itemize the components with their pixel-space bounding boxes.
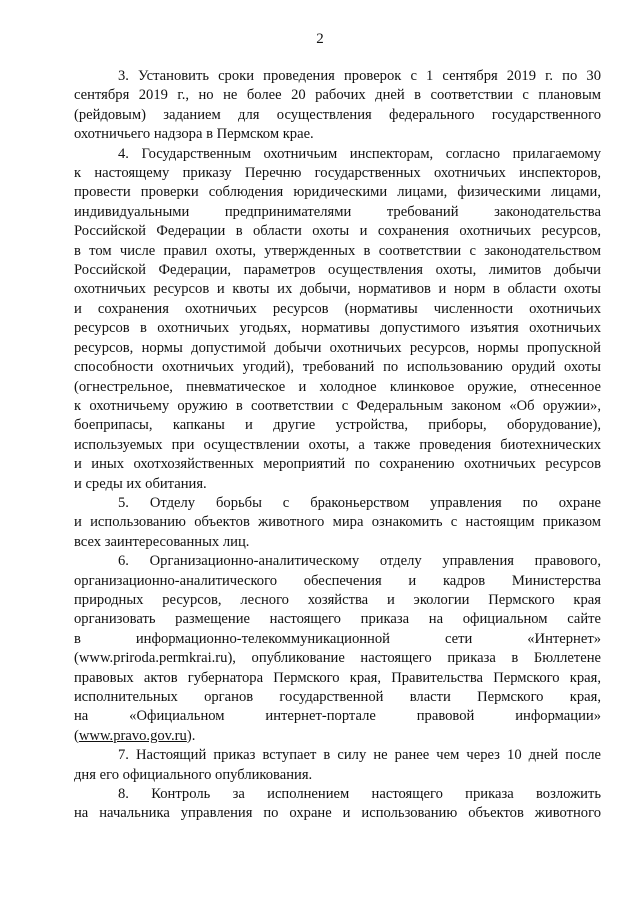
text-line: природных ресурсов, лесного хозяйства и экологии Пермского края xyxy=(74,591,601,608)
text-line: и использованию объектов животного мира ознакомить с настоящим приказом xyxy=(74,514,601,531)
link-prefix: ( xyxy=(74,727,79,744)
text-line: 3. Установить сроки проведения проверок с 1 сентября 2019 г. по 30 xyxy=(118,68,601,84)
text-line: на «Официальном интернет-портале правовой информации» xyxy=(74,708,601,725)
text-line: всех заинтересованных лиц. xyxy=(74,533,250,550)
paragraph-8 xyxy=(74,785,601,824)
text-line: к охотничьему оружию в соответствии с Федеральным законом «Об оружии», xyxy=(74,397,601,414)
text-line: правовых актов губернатора Пермского края, Правительства Пермского края, xyxy=(74,669,601,686)
text-line: к настоящему приказу Перечню государственных охотничьих инспекторов, xyxy=(74,165,601,182)
text-line: 5. Отделу борьбы с браконьерством управления по охране xyxy=(118,494,601,511)
text-line: (огнестрельное, пневматическое и холодное клинковое оружие, отнесенное xyxy=(74,378,601,395)
text-line: организационно-аналитического обеспечения и кадров Министерства xyxy=(74,572,601,589)
text-line: в том числе правил охоты, утвержденных в соответствии с законодательством xyxy=(74,242,601,259)
text-line: ресурсов, нормы допустимой добычи охотничьих ресурсов, нормы пропускной xyxy=(74,339,601,356)
text-line: и среды их обитания. xyxy=(74,475,207,492)
text-line: Российской Федерации в области охоты и сохранения охотничьих ресурсов, xyxy=(74,223,601,240)
text-line: 7. Настоящий приказ вступает в силу не ранее чем через 10 дней после xyxy=(118,747,601,764)
link-suffix: ). xyxy=(186,727,196,744)
text-line: на начальника управления по охране и использованию объектов животного xyxy=(74,805,601,822)
text-line: организовать размещение настоящего приказа на официальном сайте xyxy=(74,611,601,628)
text-line: индивидуальными предпринимателями требований законодательства xyxy=(74,203,601,220)
paragraph-7 xyxy=(74,746,601,785)
text-line: Российской Федерации, параметров осуществления охоты, лимитов добычи xyxy=(74,262,601,279)
text-line: исполнительных органов государственной власти Пермского края, xyxy=(74,689,601,705)
text-line: 8. Контроль за исполнением настоящего приказа возложить xyxy=(118,786,601,803)
text-line: 6. Организационно-аналитическому отделу управления правового, xyxy=(118,553,601,570)
text-line: в информационно-телекоммуникационной сети «Интернет» xyxy=(74,630,601,647)
text-line: сентября 2019 г., но не более 20 рабочих дней в соответствии с плановым xyxy=(74,87,601,104)
text-line: охотничьих ресурсов и квоты их добычи, нормативов и норм в области охоты xyxy=(74,281,601,298)
text-line: провести проверки соблюдения юридическими лицами, физическими лицами, xyxy=(74,184,601,201)
pravo-link[interactable]: www.pravo.gov.ru xyxy=(78,727,187,744)
text-line: и сохранения охотничьих ресурсов (нормативы численности охотничьих xyxy=(74,300,601,317)
paragraph-5 xyxy=(74,494,601,552)
paragraph-3 xyxy=(74,67,601,145)
page-number: 2 xyxy=(316,31,324,47)
paragraph-6 xyxy=(74,552,601,746)
link-line xyxy=(74,727,601,746)
text-line: (рейдовым) заданием для осуществления федерального государственного xyxy=(74,106,601,123)
text-line: дня его официального опубликования. xyxy=(74,766,313,783)
text-line: способности охотничьих угодий), требований по использованию орудий охоты xyxy=(74,359,601,376)
text-line: используемых при осуществлении охоты, а также проведения биотехнических xyxy=(74,436,601,453)
text-line: 4. Государственным охотничьим инспекторам, согласно прилагаемому xyxy=(118,145,601,162)
text-line: и иных охотхозяйственных мероприятий по сохранению охотничьих ресурсов xyxy=(74,456,601,473)
paragraph-4 xyxy=(74,145,601,494)
text-line: (www.priroda.permkrai.ru), опубликование настоящего приказа в Бюллетене xyxy=(74,650,601,667)
document-body xyxy=(74,67,601,824)
text-line: ресурсов в охотничьих угодьях, нормативы допустимого изъятия охотничьих xyxy=(74,320,601,337)
text-line: охотничьего надзора в Пермском крае. xyxy=(74,126,314,143)
text-line: боеприпасы, капканы и другие устройства, приборы, оборудование), xyxy=(74,417,601,434)
